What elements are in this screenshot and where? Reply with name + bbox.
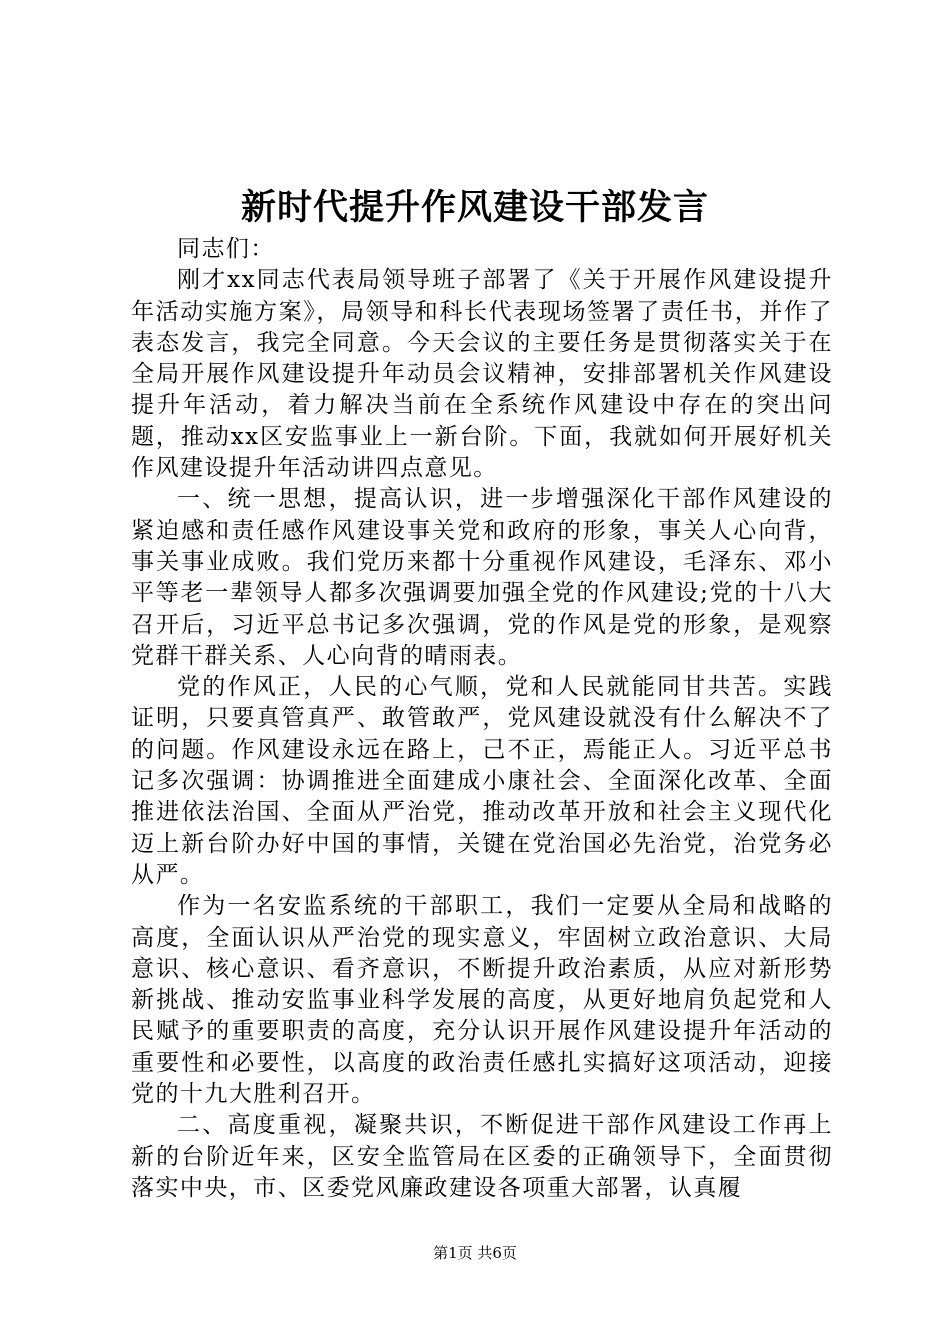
body-paragraph: 作为一名安监系统的干部职工，我们一定要从全局和战略的高度，全面认识从严治党的现实意义，牢固树立政治意识、大局意识、核心意识、看齐意识，不断提升政治素质，从应对新形势新挑战、推动安监事业科学发展的高度，从更好地肩负起党和人民赋予的重要职责的高度，充分认识开展作风建设提升年活动的重要性和必要性，以高度的政治责任感扎实搞好这项活动，迎接党的十九大胜利召开。	[131, 893, 833, 1108]
body-paragraph: 一、统一思想，提高认识，进一步增强深化干部作风建设的紧迫感和责任感作风建设事关党和政府的形象，事关人心向背，事关事业成败。我们党历来都十分重视作风建设，毛泽东、邓小平等老一辈领导人都多次强调要加强全党的作风建设;党的十八大召开后，习近平总书记多次强调，党的作风是党的形象，是观察党群干群关系、人心向背的晴雨表。	[131, 486, 833, 669]
salutation-paragraph: 同志们：	[177, 236, 275, 262]
body-paragraph: 刚才xx同志代表局领导班子部署了《关于开展作风建设提升年活动实施方案》，局领导和科长代表现场签署了责任书，并作了表态发言，我完全同意。今天会议的主要任务是贯彻落实关于在全局开展作风建设提升年动员会议精神，安排部署机关作风建设提升年活动，着力解决当前在全系统作风建设中存在的突出问题，推动xx区安监事业上一新台阶。下面，我就如何开展好机关作风建设提升年活动讲四点意见。	[131, 267, 833, 482]
document-title: 新时代提升作风建设干部发言	[240, 187, 709, 228]
page-number-footer: 第1页 共6页	[433, 1244, 517, 1262]
document-body	[131, 234, 833, 1204]
body-paragraph: 党的作风正，人民的心气顺，党和人民就能同甘共苦。实践证明，只要真管真严、敢管敢严，党风建设就没有什么解决不了的问题。作风建设永远在路上，己不正，焉能正人。习近平总书记多次强调：协调推进全面建成小康社会、全面深化改革、全面推进依法治国、全面从严治党，推动改革开放和社会主义现代化迈上新台阶办好中国的事情，关键在党治国必先治党，治党务必从严。	[131, 674, 833, 888]
body-paragraph: 二、高度重视，凝聚共识，不断促进干部作风建设工作再上新的台阶近年来，区安全监管局在区委的正确领导下，全面贯彻落实中央，市、区委党风廉政建设各项重大部署，认真履	[131, 1112, 833, 1201]
